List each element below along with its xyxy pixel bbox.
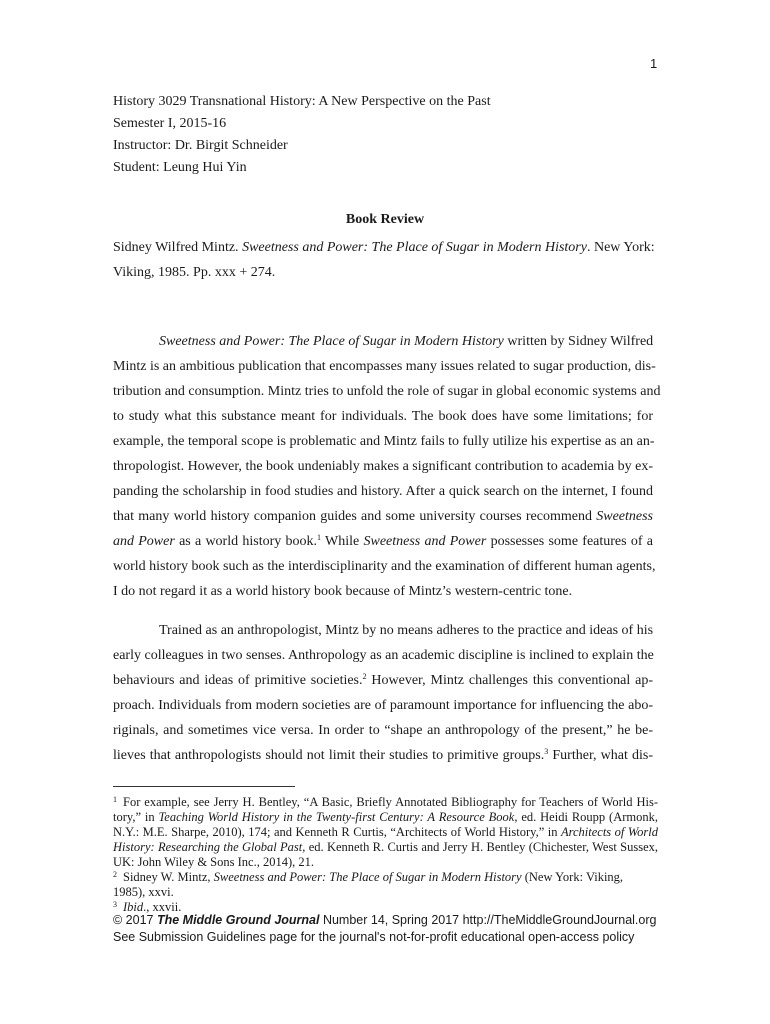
- journal-issue-url[interactable]: Number 14, Spring 2017 http://TheMiddleGroundJournal.org: [319, 913, 657, 927]
- para1-line-3: tribution and consumption. Mintz tries to unfold the role of sugar in global economic systems and: [113, 384, 661, 399]
- journal-policy-line: See Submission Guidelines page for the journal's not-for-profit educational open-access policy: [113, 930, 635, 944]
- para1-line-1: [159, 334, 653, 350]
- footnote-1-line-1: [113, 795, 658, 810]
- para2-l3-text-a: behaviours and ideas of primitive societies.: [113, 673, 363, 688]
- para1-l9-italic-2: Sweetness and Power: [363, 534, 487, 549]
- footnote-1-l4-rest: , ed. Kenneth R. Curtis and Jerry H. Bentley (Chichester, West Sussex,: [302, 840, 658, 854]
- footnote-2-italic: Sweetness and Power: The Place of Sugar in Modern History: [213, 870, 522, 884]
- footnote-2-line-2: 1985), xxvi.: [113, 885, 174, 899]
- footnote-1-l2-italic: Teaching World History in the Twenty-first Century: A Resource Book: [158, 810, 515, 824]
- para1-l9-italic-1: and Power: [113, 534, 175, 549]
- para1-l9-text-a: as a world history book.: [174, 534, 318, 549]
- footnote-3-number: 3: [113, 900, 117, 909]
- footnote-2-text: Sidney W. Mintz,: [123, 870, 214, 884]
- instructor-line: Instructor: Dr. Birgit Schneider: [113, 138, 288, 153]
- footnote-1-l3-italic: Architects of World: [560, 825, 658, 839]
- para2-line-5: riginals, and sometimes vice versa. In order to “shape an anthropology of the present,” he be-: [113, 723, 653, 738]
- para2-l3-text-b: However, Mintz challenges this conventional ap-: [366, 673, 653, 688]
- para1-line-4: to study what this substance meant for individuals. The book does have some limitations; for: [113, 409, 653, 424]
- footnote-3-rest: ., xxvii.: [143, 900, 182, 914]
- footnote-separator: [113, 786, 295, 787]
- journal-name: The Middle Ground Journal: [156, 913, 320, 927]
- para1-l9-text-c: possesses some features of a: [486, 534, 653, 549]
- footnote-1-l2-text: tory,” in: [113, 810, 159, 824]
- para1-book-title: Sweetness and Power: The Place of Sugar in Modern History: [159, 334, 504, 349]
- citation-publisher: . New York:: [586, 240, 655, 255]
- footnote-1-l3-text: N.Y.: M.E. Sharpe, 2010), 174; and Kenneth R Curtis, “Architects of World History,” in: [113, 825, 561, 839]
- footnote-1-line-3: [113, 825, 658, 840]
- para1-line-2: Mintz is an ambitious publication that encompasses many issues related to sugar production, dis-: [113, 359, 656, 374]
- journal-copyright-line: [113, 913, 656, 927]
- para1-line-5: example, the temporal scope is problematic and Mintz fails to fully utilize his expertise as an an-: [113, 434, 655, 449]
- footnote-1-line-4: [113, 840, 658, 855]
- footnote-ref-1[interactable]: 1: [317, 533, 322, 542]
- footnote-1-line-5: UK: John Wiley & Sons Inc., 2014), 21.: [113, 855, 314, 869]
- footnote-ref-3[interactable]: 3: [544, 747, 549, 756]
- para2-l6-text-a: lieves that anthropologists should not limit their studies to primitive groups.: [113, 748, 545, 763]
- footnote-3-italic: Ibid: [123, 900, 144, 914]
- para2-line-6: [113, 748, 653, 764]
- page-number: 1: [650, 56, 658, 71]
- para1-l8-text: that many world history companion guides and some university courses recommend: [113, 509, 597, 524]
- course-line: History 3029 Transnational History: A New Perspective on the Past: [113, 94, 491, 109]
- para1-line-9: [113, 534, 653, 550]
- para1-line-6: thropologist. However, the book undeniably makes a significant contribution to academia by ex-: [113, 459, 653, 474]
- footnote-1-l2-rest: , ed. Heidi Roupp (Armonk,: [514, 810, 658, 824]
- footnote-2-rest: (New York: Viking,: [521, 870, 624, 884]
- para2-line-3: [113, 673, 653, 689]
- para1-line-7: panding the scholarship in food studies and history. After a quick search on the internet, I found: [113, 484, 653, 499]
- footnote-1-line-2: [113, 810, 658, 825]
- footnote-1-l4-italic: History: Researching the Global Past: [113, 840, 303, 854]
- footnote-ref-2[interactable]: 2: [362, 672, 367, 681]
- footnote-2-number: 2: [113, 870, 117, 879]
- para2-line-2: early colleagues in two senses. Anthropology as an academic discipline is inclined to explain the: [113, 648, 654, 663]
- review-title: Book Review: [345, 212, 425, 227]
- para1-l9-text-b: While: [321, 534, 364, 549]
- copyright-mark: © 2017: [113, 913, 157, 927]
- para2-line-1: Trained as an anthropologist, Mintz by no means adheres to the practice and ideas of his: [159, 623, 654, 638]
- citation-book-title: Sweetness and Power: The Place of Sugar in Modern History: [242, 240, 587, 255]
- footnote-1-text: For example, see Jerry H. Bentley, “A Basic, Briefly Annotated Bibliography for Teachers of World His-: [123, 795, 658, 809]
- para1-line-10: world history book such as the interdisciplinarity and the examination of different human agents,: [113, 559, 656, 574]
- para1-line-8: [113, 509, 653, 525]
- para1-l8-italic: Sweetness: [596, 509, 653, 524]
- citation-line-1: [113, 240, 653, 256]
- footnote-2-line-1: [113, 870, 658, 885]
- para1-l1-rest: written by Sidney Wilfred: [503, 334, 654, 349]
- student-line: Student: Leung Hui Yin: [113, 160, 247, 175]
- para2-l6-text-b: Further, what dis-: [548, 748, 654, 763]
- semester-line: Semester I, 2015-16: [113, 116, 227, 131]
- para1-line-11: I do not regard it as a world history book because of Mintz’s western-centric tone.: [113, 584, 573, 599]
- citation-author: Sidney Wilfred Mintz.: [113, 240, 243, 255]
- para2-line-4: proach. Individuals from modern societies are of paramount importance for influencing the abo-: [113, 698, 653, 713]
- citation-line-2: Viking, 1985. Pp. xxx + 274.: [113, 265, 276, 280]
- footnote-1-number: 1: [113, 795, 117, 804]
